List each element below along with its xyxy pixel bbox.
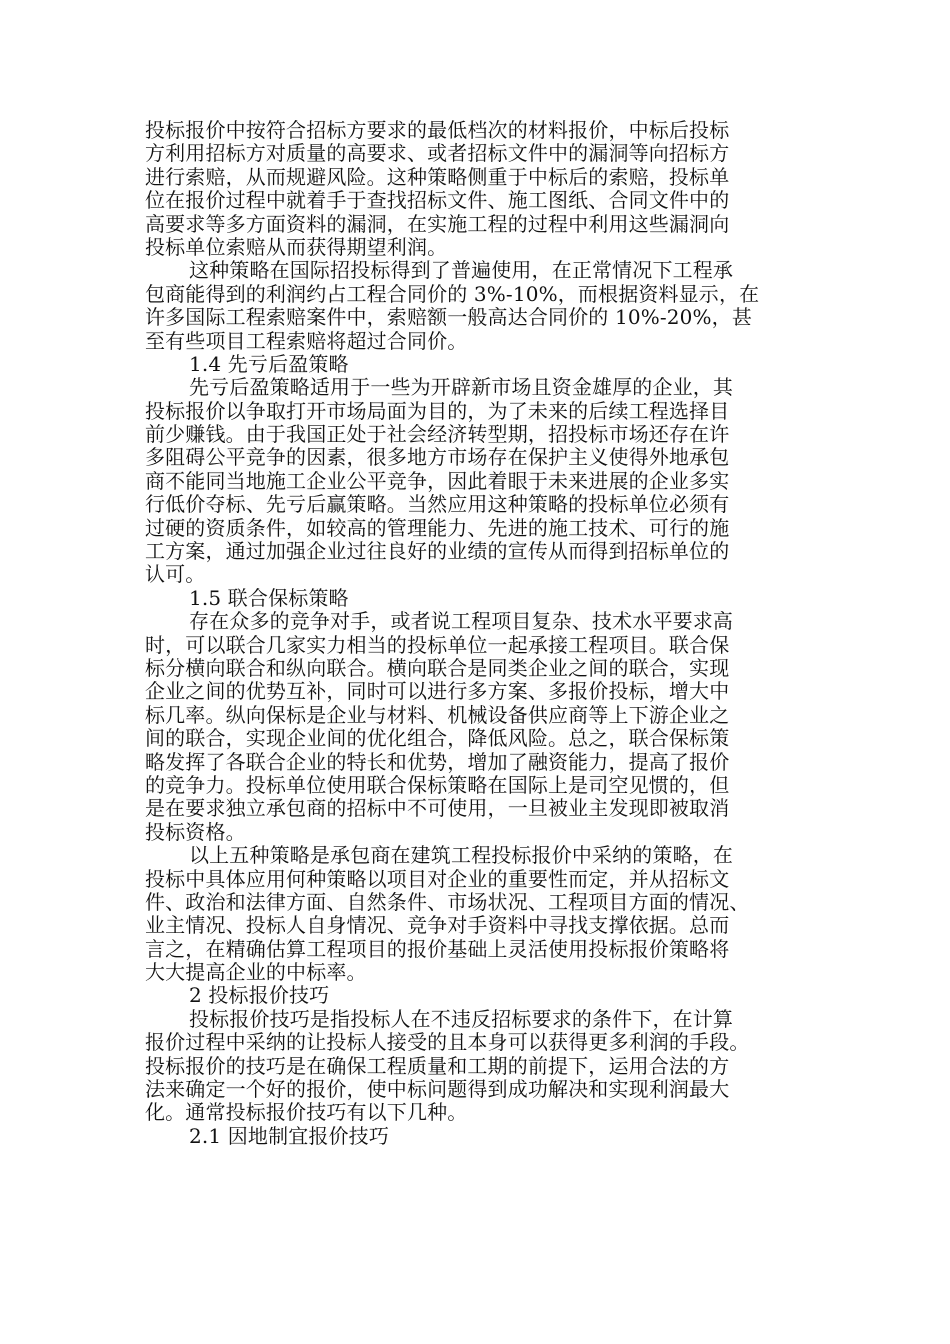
text-line: 方利用招标方对质量的高要求、或者招标文件中的漏洞等向招标方 bbox=[145, 141, 730, 166]
text-line: 行低价夺标、先亏后赢策略。当然应用这种策略的投标单位必须有 bbox=[145, 492, 730, 517]
text-line: 认可。 bbox=[145, 562, 206, 587]
text-line: 以上五种策略是承包商在建筑工程投标报价中采纳的策略，在 bbox=[189, 843, 734, 868]
text-line: 至有些项目工程索赔将超过合同价。 bbox=[145, 328, 468, 353]
text-line: 大大提高企业的中标率。 bbox=[145, 960, 367, 985]
text-line: 投标中具体应用何种策略以项目对企业的重要性而定，并从招标文 bbox=[145, 866, 730, 891]
text-line: 业主情况、投标人自身情况、竞争对手资料中寻找支撑依据。总而 bbox=[145, 913, 730, 938]
document-body bbox=[145, 119, 805, 1148]
text-line: 投标报价技巧是指投标人在不违反招标要求的条件下，在计算 bbox=[189, 1006, 734, 1031]
text-line: 标分横向联合和纵向联合。横向联合是同类企业之间的联合，实现 bbox=[145, 655, 730, 680]
text-line: 前少赚钱。由于我国正处于社会经济转型期，招投标市场还存在许 bbox=[145, 422, 730, 447]
text-line: 进行索赔，从而规避风险。这种策略侧重于中标后的索赔，投标单 bbox=[145, 164, 730, 189]
text-line: 间的联合，实现企业间的优化组合，降低风险。总之，联合保标策 bbox=[145, 726, 730, 751]
text-line: 化。通常投标报价技巧有以下几种。 bbox=[145, 1100, 468, 1125]
text-line: 2.1 因地制宜报价技巧 bbox=[189, 1123, 389, 1148]
text-line: 件、政治和法律方面、自然条件、市场状况、工程项目方面的情况、 bbox=[145, 889, 750, 914]
text-line: 商不能同当地施工企业公平竞争，因此着眼于未来进展的企业多实 bbox=[145, 468, 730, 493]
text-line: 时，可以联合几家实力相当的投标单位一起承接工程项目。联合保 bbox=[145, 632, 730, 657]
text-line: 2 投标报价技巧 bbox=[189, 983, 330, 1008]
text-line: 投标单位索赔从而获得期望利润。 bbox=[145, 234, 448, 259]
text-line: 法来确定一个好的报价，使中标问题得到成功解决和实现利润最大 bbox=[145, 1077, 730, 1102]
text-line: 报价过程中采纳的让投标人接受的且本身可以获得更多利润的手段。 bbox=[145, 1030, 750, 1055]
text-line: 是在要求独立承包商的招标中不可使用，一旦被业主发现即被取消 bbox=[145, 796, 730, 821]
text-line: 过硬的资质条件，如较高的管理能力、先进的施工技术、可行的施 bbox=[145, 515, 730, 540]
text-line: 略发挥了各联合企业的特长和优势，增加了融资能力，提高了报价 bbox=[145, 749, 730, 774]
text-line: 先亏后盈策略适用于一些为开辟新市场且资金雄厚的企业，其 bbox=[189, 375, 734, 400]
text-line: 工方案，通过加强企业过往良好的业绩的宣传从而得到招标单位的 bbox=[145, 539, 730, 564]
text-line: 多阻碍公平竞争的因素，很多地方市场存在保护主义使得外地承包 bbox=[145, 445, 730, 470]
text-line: 1.4 先亏后盈策略 bbox=[189, 351, 349, 376]
text-line: 企业之间的优势互补，同时可以进行多方案、多报价投标，增大中 bbox=[145, 679, 730, 704]
text-line: 标几率。纵向保标是企业与材料、机械设备供应商等上下游企业之 bbox=[145, 702, 730, 727]
text-line: 高要求等多方面资料的漏洞，在实施工程的过程中利用这些漏洞向 bbox=[145, 211, 730, 236]
text-line: 投标报价的技巧是在确保工程质量和工期的前提下，运用合法的方 bbox=[145, 1053, 730, 1078]
text-line: 许多国际工程索赔案件中，索赔额一般高达合同价的 10%-20%，甚 bbox=[145, 305, 752, 330]
text-line: 1.5 联合保标策略 bbox=[189, 585, 349, 610]
text-line: 言之，在精确估算工程项目的报价基础上灵活使用投标报价策略将 bbox=[145, 936, 730, 961]
text-line: 投标报价中按符合招标方要求的最低档次的材料报价，中标后投标 bbox=[145, 118, 730, 142]
text-line: 包商能得到的利润约占工程合同价的 3%-10%，而根据资料显示，在 bbox=[145, 281, 760, 306]
text-line: 这种策略在国际招投标得到了普遍使用，在正常情况下工程承 bbox=[189, 258, 734, 283]
text-line: 存在众多的竞争对手，或者说工程项目复杂、技术水平要求高 bbox=[189, 609, 734, 634]
text-line: 位在报价过程中就着手于查找招标文件、施工图纸、合同文件中的 bbox=[145, 188, 730, 213]
text-line: 投标资格。 bbox=[145, 819, 246, 844]
text-line: 的竞争力。投标单位使用联合保标策略在国际上是司空见惯的，但 bbox=[145, 772, 730, 797]
text-line: 投标报价以争取打开市场局面为目的，为了未来的后续工程选择目 bbox=[145, 398, 730, 423]
